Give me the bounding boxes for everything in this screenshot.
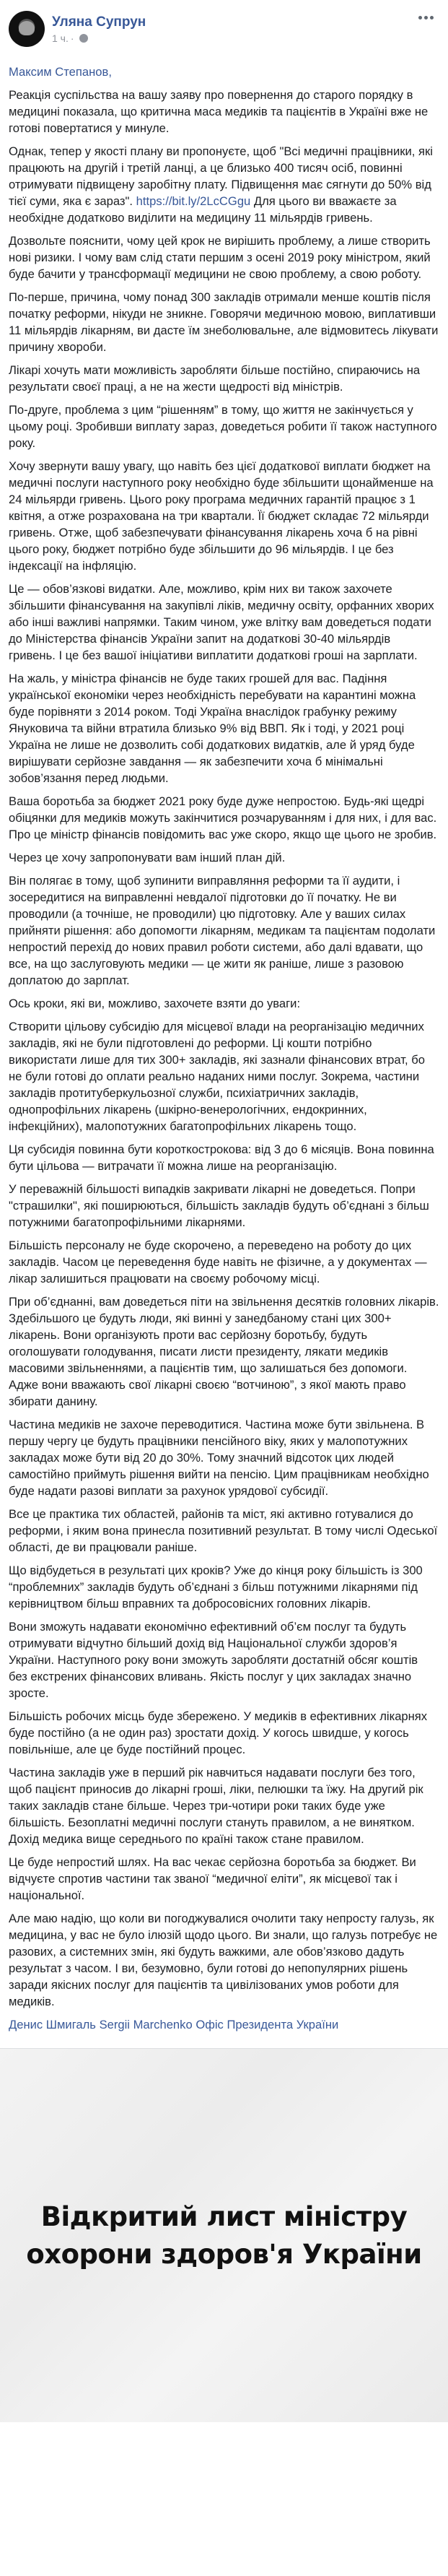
paragraph: Але маю надію, що коли ви погоджувалися очолити таку непросту галузь, як медицина, у вас не було ілюзій щодо цього. Ви знали, що галузь потребує не разових, а системних змін, які будуть важкими, але обов’язково дадуть результат з часом. І ви, безумовно, були готові до непопулярних рішень заради якісних послуг для пацієнтів та цивілізованих умов роботи для медиків. [9, 1912, 438, 2008]
paragraph: Ваша боротьба за бюджет 2021 року буде дуже непростою. Будь-які щедрі обіцянки для медиків можуть закінчитися розчаруванням і для них, і для вас. Про це міністр фінансів повідомить вас уже скоро, якщо ще цього не зробив. [9, 794, 437, 841]
post-body [9, 64, 439, 2033]
more-options-icon-dot [430, 16, 434, 19]
paragraph: По-перше, причина, чому понад 300 закладів отримали менше коштів після початку реформи, нікуди не зникне. Говорячи медичною мовою, виплативши 11 мільярдів лікарням, ви дасте їм знеболювальне, але відмовитесь лікувати причину хвороби. [9, 290, 439, 354]
more-options-icon [418, 16, 422, 19]
paragraph-with-link [9, 143, 439, 226]
paragraph: Він полягає в тому, щоб зупинити виправляння реформи та її аудити, і зосередитися на виправленні невдалої підготовки до її початку. Не ви проводили (а точніше, не проводили) цю підготовку. Але у ваших силах прийняти рішення: або допомогти лікарням, медикам та пацієнтам подолати непростий перехід до нових правил роботи системи, або далі вдавати, що все, на що заслуговують медики — це жити як раніше, лише з разовою доплатою до зарплат. [9, 874, 436, 987]
paragraph: Частина медиків не захоче переводитися. Частина може бути звільнена. В першу чергу це будуть працівники пенсійного віку, яких у малопотужних закладах може бути від 20 до 30%. Тому значний відсоток цих людей самостійно приймуть рішення вийти на пенсію. Цим працівникам необхідно буде надати разові виплати за рахунок урядової субсидії. [9, 1418, 429, 1498]
paragraph: Ось кроки, які ви, можливо, захочете взяти до уваги: [9, 997, 301, 1010]
paragraph: Все це практика тих областей, районів та міст, які активно готувалися до реформи, і яким вона принесла позитивний результат. В тому числі Одеської області, де ви працювали раніше. [9, 1507, 438, 1554]
image-caption-text [26, 2198, 421, 2273]
paragraph: Реакція суспільства на вашу заяву про повернення до старого порядку в медицині показала, що критична маса медиків та пацієнтів в Україні вже не готові повертатися у минуле. [9, 88, 429, 135]
author-avatar[interactable] [9, 11, 45, 47]
paragraph: Вони зможуть надавати економічно ефективний об’єм послуг та будуть отримувати відчутно більший дохід від Національної служби здоров’я України. Наступного року вони зможуть заробляти достатній обсяг коштів без екстрених фінансових вливань. Якість послуг у цих закладах значно зросте. [9, 1620, 418, 1700]
paragraph: У переважній більшості випадків закривати лікарні не доведеться. Попри "страшилки", які поширюються, більшість закладів будуть об’єднані з більш потужними багатопрофільними лікарнями. [9, 1182, 429, 1229]
post-timestamp[interactable]: 1 ч. [52, 32, 69, 44]
paragraph: Лікарі хочуть мати можливість заробляти більше постійно, спираючись на результати своєї праці, а не на жести щедрості від міністрів. [9, 363, 421, 394]
paragraph: По-друге, проблема з цим “рішенням” в тому, що життя не закінчується у цьому році. Зробивши виплату зараз, доведеться робити її також наступного року. [9, 403, 437, 450]
post-header [9, 10, 439, 48]
paragraph: Через це хочу запропонувати вам інший план дій. [9, 851, 286, 864]
paragraph: На жаль, у міністра фінансів не буде таких грошей для вас. Падіння української економіки через необхідність перебувати на карантині можна буде порівняти з 2014 роком. Тоді Україна внаслідок грабунку режиму Януковича та війни втратила близько 9% від ВВП. Як і тоді, у 2021 році Україна не лише не дозволить собі додаткових видатків, але й уряд буде вирішувати серйозне завдання — як забезпечити хоча б мінімальні зобов’язання перед людьми. [9, 672, 416, 785]
paragraph: Хочу звернути вашу увагу, що навіть без цієї додаткової виплати бюджет на медичні послуги наступного року необхідно буде збільшити щонайменше на 24 мільярди гривень. Цього року програма медичних гарантій працює з 1 квітня, а отже розрахована на три квартали. Її бюджет складає 72 мільярди гривень. Отже, щоб забезпечувати фінансування лікарень хоча б на рівні цього року, бюджет потрібно буде збільшити до 96 мільярдів. І це без індексації на інфляцію. [9, 459, 434, 573]
mention-president-office[interactable]: Офіс Президента України [196, 2018, 339, 2031]
paragraph: Ця субсидія повинна бути короткострокова: від 3 до 6 місяців. Вона повинна бути цільова — витрачати її можна лише на реорганізацію. [9, 1142, 434, 1173]
paragraph-text: Однак, тепер у якості плану ви пропонуєте, щоб "Всі медичні працівники, які працюють на другій і третій ланці, а це близько 400 тисяч осіб, повинні отримувати підвищену заробітну плату. Підвищення має сягнути до 50% від тієї суми, яка є зараз". [9, 144, 433, 208]
globe-icon [79, 34, 88, 43]
image-caption-line-1: Відкритий лист міністру [40, 2200, 408, 2232]
paragraph: Це буде непростий шлях. На вас чекає серйозна боротьба за бюджет. Ви відчуєте спротив частини так званої “медичної еліти”, як місцевої так і національної. [9, 1855, 416, 1902]
paragraph: Більшість персоналу не буде скорочено, а переведено на роботу до цих закладів. Часом це переведення буде навіть не фізичне, а у документах — лікар залишиться працювати на своєму робочому місці. [9, 1239, 427, 1285]
external-link[interactable]: https://bit.ly/2LcCGgu [136, 194, 251, 208]
post-time-row [52, 32, 146, 44]
paragraph: Більшість робочих місць буде збережено. У медиків в ефективних лікарнях буде постійно (а не один раз) зростати дохід. У когось швидше, у когось повільніше, але це буде постійний процес. [9, 1709, 428, 1756]
post-meta [52, 14, 146, 44]
paragraph: Частина закладів уже в перший рік навчиться надавати послуги без того, щоб пацієнт приносив до лікарні гроші, ліки, пелюшки та їжу. На другий рік таких закладів стане більше. Через три-чотири роки таких буде уже більшість. Безоплатні медичні послуги стануть правилом, а не винятком. Дохід медика вище середнього по країні також стане правилом. [9, 1766, 423, 1846]
mention-marchenko[interactable]: Sergii Marchenko [99, 2018, 193, 2031]
paragraph: Дозвольте пояснити, чому цей крок не вирішить проблему, а лише створить нові ризики. І чому вам слід стати першим з осені 2019 року міністром, який буде бачити у трансформації медицини не свою проблему, а свою роботу. [9, 234, 431, 281]
paragraph-text: Для цього ви вважаєте за необхідне додатково виділити на медицину 11 мільярдів гривень. [9, 194, 397, 225]
mentions-row [9, 2016, 439, 2033]
paragraph: Це — обов’язкові видатки. Але, можливо, крім них ви також захочете збільшити фінансування на закупівлі ліків, медичну освіту, орфанних хворих або інші важливі напрямки. Таким чином, уже влітку вам доведеться подати до Міністерства фінансів України запит на додаткові 30-40 мільярдів гривень. І це без вашої ініціативи виплатити додаткові гроші на зарплати. [9, 582, 434, 662]
more-options-icon-dot [424, 16, 428, 19]
separator-dot: · [70, 32, 74, 44]
more-options-button[interactable] [416, 13, 436, 22]
mention-shmyhal[interactable]: Денис Шмигаль [9, 2018, 96, 2031]
mention-greeting[interactable]: Максим Степанов, [9, 65, 112, 79]
author-name-link[interactable]: Уляна Супрун [52, 14, 146, 30]
paragraph: Що відбудеться в результаті цих кроків? Уже до кінця року більшість із 300 “проблемних” закладів будуть об’єднані з більш потужними лікарнями під керівництвом більш вправних та добросовісних головних лікарів. [9, 1564, 423, 1610]
paragraph: Створити цільову субсидію для місцевої влади на реорганізацію медичних закладів, які не були підготовлені до реформи. Ці кошти потрібно використати лише для тих 300+ закладів, які зазнали фінансових втрат, бо не були готові до оплати реально наданих ними послуг. Зокрема, частини закладів протитуберкульозної служби, психіатричних закладів, однопрофільних лікарень (шкірно-венерологічних, ендокринних, інфекційних), малопотужних багатопрофільних лікарень тощо. [9, 1020, 425, 1133]
post-image[interactable] [0, 2049, 448, 2422]
image-caption-line-2: охорони здоров'я України [26, 2238, 422, 2270]
paragraph: При об’єднанні, вам доведеться піти на звільнення десятків головних лікарів. Здебільшого це будуть люди, які винні у занедбаному стані цих 300+ лікарень. Вони організують проти вас серйозну боротьбу, будуть оголошувати голодування, писати листи президенту, лякати медиків масовими звільненнями, а пацієнтів тим, що залишаться без допомоги. Адже вони вважають свої лікарні своєю “вотчиною”, з якої мають право збирати данину. [9, 1295, 439, 1408]
